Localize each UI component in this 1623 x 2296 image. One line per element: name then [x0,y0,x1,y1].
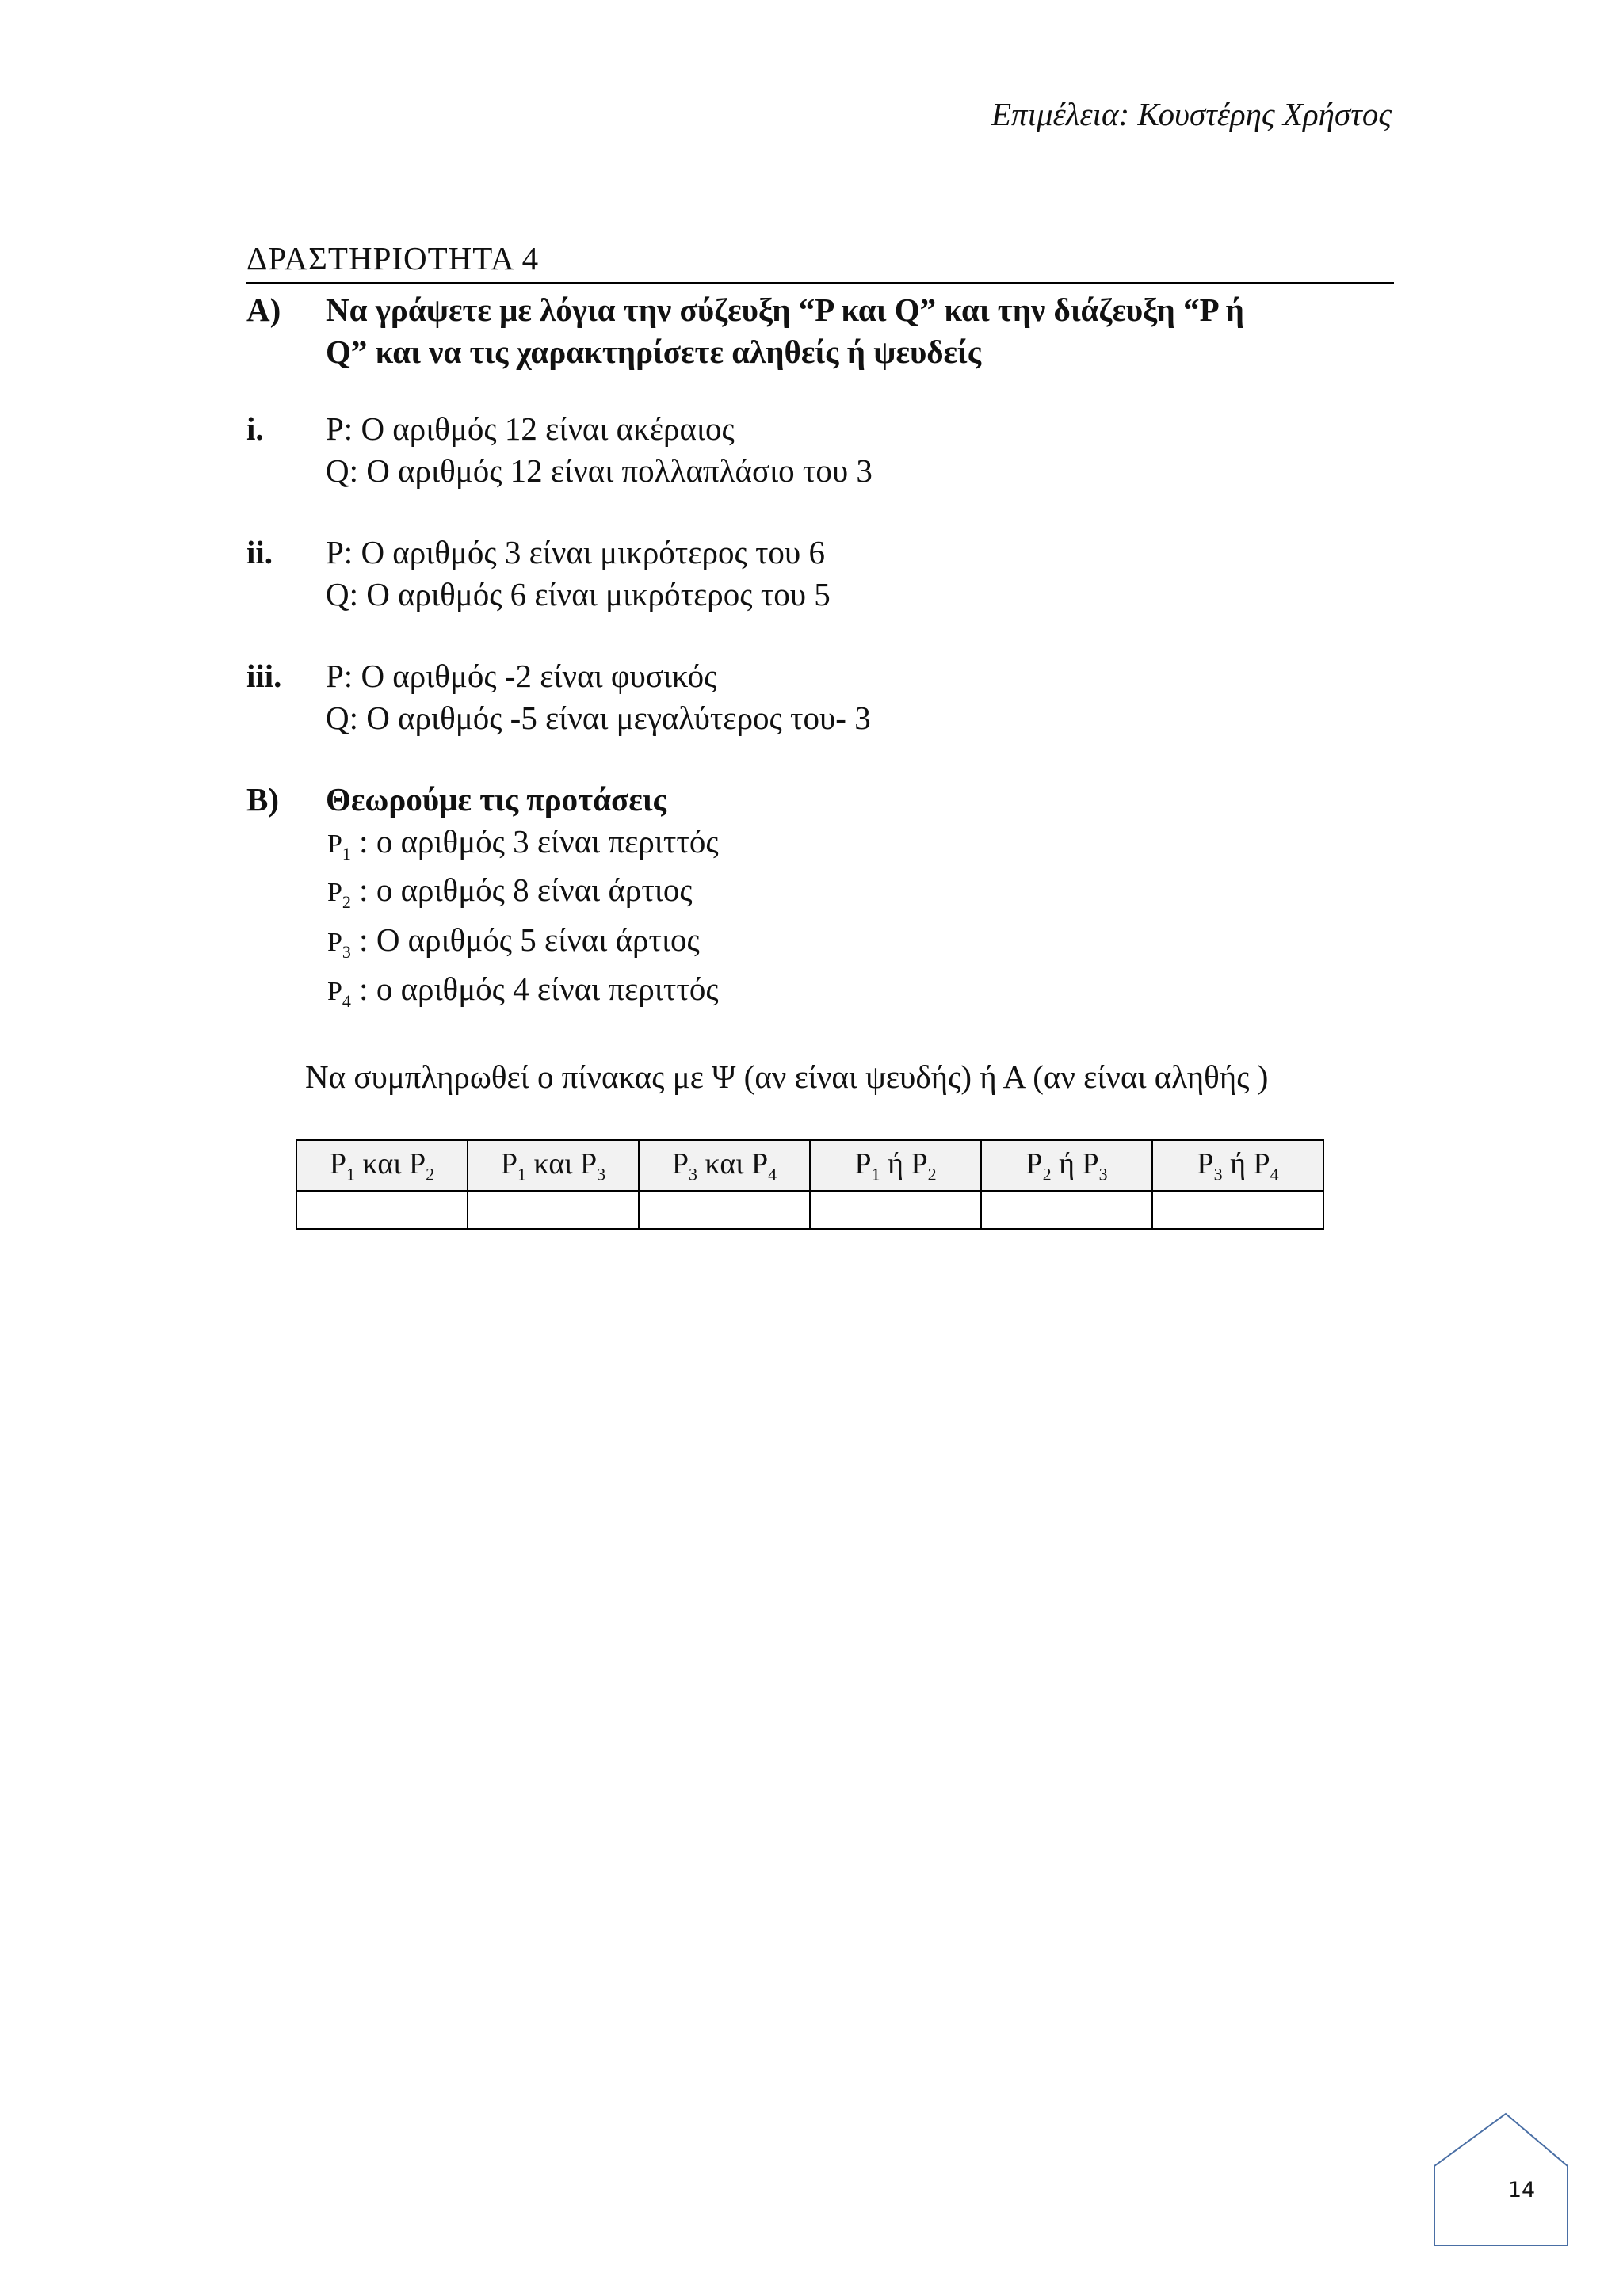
proposition-symbol: P [327,878,342,907]
table-header-cell: $P_3$ ή $P_4$ [1152,1140,1323,1191]
proposition-index: 3 [342,942,351,963]
activity-title: ΔΡΑΣΤΗΡΙΟΤΗΤΑ 4 [246,240,540,277]
answer-cell[interactable] [810,1191,981,1229]
proposition-text: Ο αριθμός 5 είναι άρτιος [376,921,700,958]
item-statement-p: P: Ο αριθμός 12 είναι ακέραιος [326,410,735,447]
proposition-text: ο αριθμός 8 είναι άρτιος [376,871,693,908]
proposition-index: 2 [342,892,351,913]
proposition: $P_1$ : ο αριθμός 3 είναι περιττός [327,823,719,864]
item-numeral: iii. [246,658,282,694]
table-header-cell: $P_1$ και $P_2$ [296,1140,468,1191]
item-numeral: ii. [246,534,273,570]
part-a-label: Α) [246,292,281,328]
table-header-cell: $P_2$ ή $P_3$ [981,1140,1152,1191]
item-statement-q: Q: Ο αριθμός 6 είναι μικρότερος του 5 [326,576,831,612]
proposition: $P_4$ : ο αριθμός 4 είναι περιττός [327,971,719,1012]
item-statement-q: Q: Ο αριθμός -5 είναι μεγαλύτερος του- 3 [326,700,871,736]
answer-cell[interactable] [296,1191,468,1229]
item-numeral: i. [246,410,264,447]
answer-cell[interactable] [639,1191,810,1229]
part-b-title: Θεωρούμε τις προτάσεις [326,781,666,818]
proposition-symbol: P [327,977,342,1006]
header-author: Επιμέλεια: Κουστέρης Χρήστος [991,96,1392,132]
proposition: $P_3$ : Ο αριθμός 5 είναι άρτιος [327,921,700,963]
table-answer-row [296,1191,1323,1229]
part-b-label: Β) [246,781,279,818]
answer-cell[interactable] [1152,1191,1323,1229]
answer-cell[interactable] [468,1191,639,1229]
proposition-index: 1 [342,844,351,864]
part-a-instruction-line-1: Να γράψετε με λόγια την σύζευξη “P και Q” και την διάζευξη “P ή [326,292,1244,328]
proposition-symbol: P [327,928,342,957]
proposition-index: 4 [342,991,351,1012]
proposition-text: ο αριθμός 4 είναι περιττός [376,971,719,1007]
item-statement-q: Q: Ο αριθμός 12 είναι πολλαπλάσιο του 3 [326,452,873,489]
proposition: $P_2$ : ο αριθμός 8 είναι άρτιος [327,871,693,913]
answer-cell[interactable] [981,1191,1152,1229]
table-header-cell: $P_3$ και $P_4$ [639,1140,810,1191]
table-header-cell: $P_1$ και $P_3$ [468,1140,639,1191]
table-header-row [296,1140,1323,1191]
title-rule [246,282,1394,284]
item-statement-p: P: Ο αριθμός 3 είναι μικρότερος του 6 [326,534,825,570]
table-instruction: Να συμπληρωθεί ο πίνακας με Ψ (αν είναι ψευδής) ή Α (αν είναι αληθής ) [305,1058,1269,1095]
table-header-cell: $P_1$ ή $P_2$ [810,1140,981,1191]
item-statement-p: P: Ο αριθμός -2 είναι φυσικός [326,658,717,694]
part-a-instruction-line-2: Q” και να τις χαρακτηρίσετε αληθείς ή ψευδείς [326,334,982,370]
proposition-text: ο αριθμός 3 είναι περιττός [376,823,719,860]
truth-table [296,1139,1324,1230]
page-number: 14 [1507,2178,1536,2203]
proposition-symbol: P [327,830,342,859]
